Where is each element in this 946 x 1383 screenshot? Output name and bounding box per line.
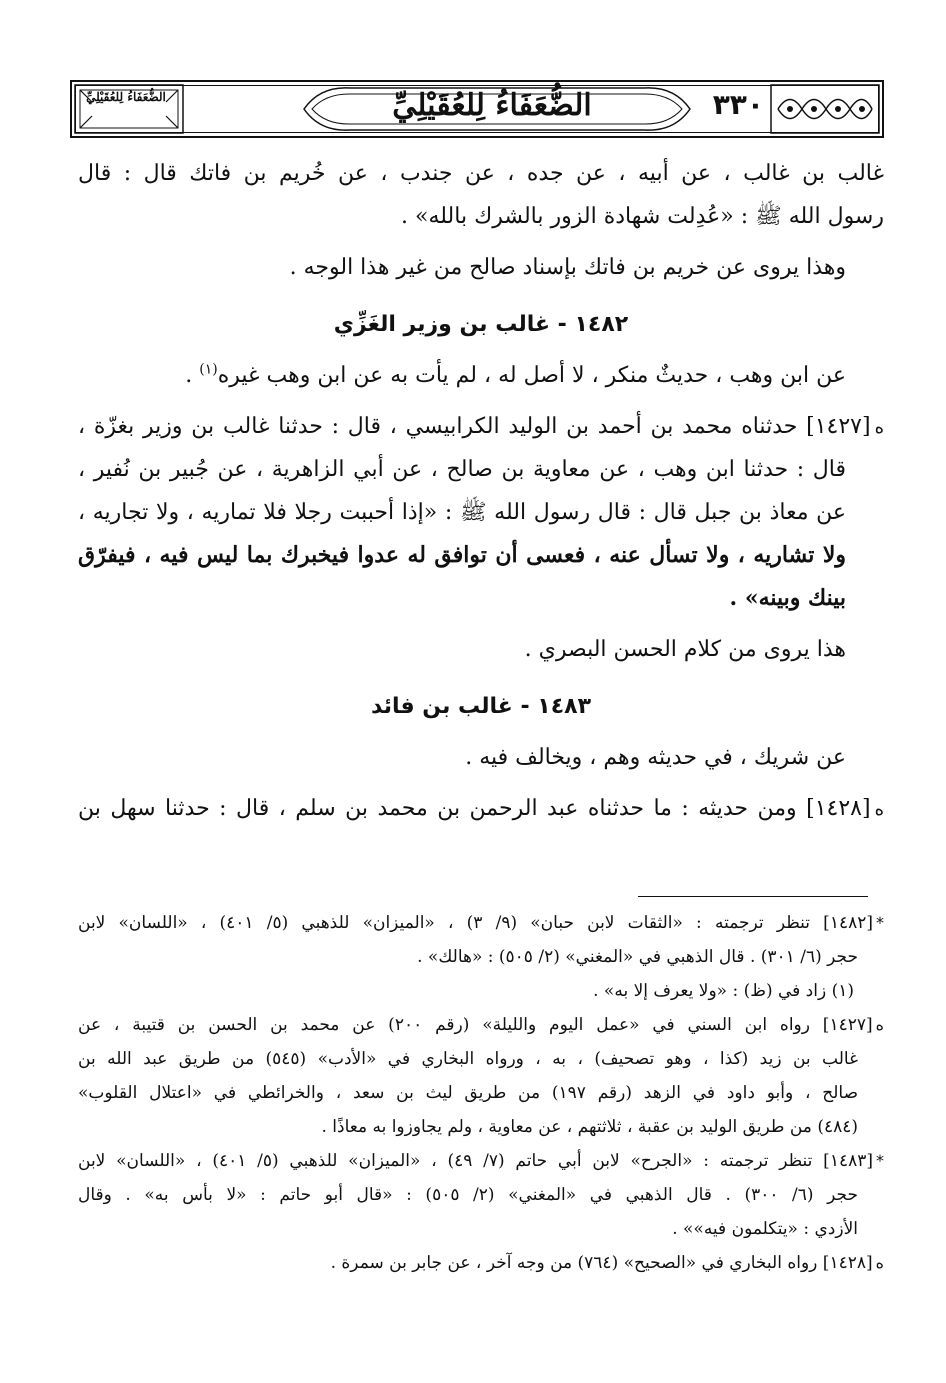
entry-title: ١٤٨٢ - غالب بن وزير الغَزِّي [333,312,629,337]
text-line [78,354,884,397]
text-segment: [١٤٨٣] تنظر ترجمته : «الجرح» لابن أبي حاتم (٧/ ٤٩) ، «الميزان» للذهبي (٥/ ٤٠١) ، «اللسان» لابن [78,1151,873,1171]
text-segment: [١٤٢٨] رواه البخاري في «الصحيح» (٧٦٤) من وجه آخر ، عن جابر بن سمرة . [330,1253,873,1273]
circle-mark-icon: ه [875,1015,884,1034]
page-number: ٣٣٠ [712,88,764,121]
text-line: عن شريك ، في حديثه وهم ، ويخالف فيه . [465,745,846,770]
right-ornament-icon [770,84,880,134]
text-line: وهذا يروى عن خريم بن فاتك بإسناد صالح من غير هذا الوجه . [289,255,846,280]
entry-title: ١٤٨٣ - غالب بن فائد [370,694,592,719]
text-segment: [١٤٢٧] حدثناه محمد بن أحمد بن الوليد الكرابيسي ، قال : حدثنا غالب بن وزير بغزّة ، [78,414,871,439]
circle-mark-icon: ه [874,799,884,820]
footnote-line [78,1144,884,1178]
text-line: عن معاذ بن جبل قال : قال رسول الله ﷺ : «إذا أحببت رجلا فلا تماريه ، ولا تجاريه ، [78,500,846,525]
star-mark-icon: * [875,913,884,932]
page-header [70,80,884,138]
text-line [78,405,884,448]
text-line: ولا تشاريه ، ولا تسأل عنه ، فعسى أن توافق له عدوا فيخبرك بما ليس فيه ، فيفرّق [78,542,846,568]
footnote-line: حجر (٦/ ٣٠٠) . قال الذهبي في «المغني» (٢/ ٥٠٥) : «قال أبو حاتم : «لا بأس به» . وقال [78,1185,858,1205]
circle-mark-icon: ه [874,417,884,438]
entry-heading-1482 [78,303,884,346]
footnote-line: (١) زاد في (ظ) : «ولا يعرف إلا به» . [593,981,854,1001]
footnote-ref: (١) [199,361,218,378]
text-line: هذا يروى من كلام الحسن البصري . [524,637,846,662]
text-segment: [١٤٨٢] تنظر ترجمته : «الثقات لابن حبان» (٩/ ٣) ، «الميزان» للذهبي (٥/ ٤٠١) ، «اللسان» لابن [78,913,873,933]
entry-heading-1483 [78,685,884,728]
footnote-line [78,906,884,940]
text-segment: عن ابن وهب ، حديثٌ منكر ، لا أصل له ، لم يأت به عن ابن وهب غيره [217,363,846,388]
text-line: غالب بن غالب ، عن أبيه ، عن جده ، عن جندب ، عن خُريم بن فاتك قال : قال [78,161,884,186]
text-line [78,787,884,830]
header-badge-text: الضُّعَفَاءُ لِلعُقَيْلِيِّ [86,90,166,104]
footnote-separator [638,896,868,897]
footnote-line: حجر (٦/ ٣٠١) . قال الذهبي في «المغني» (٢/ ٥٠٥) : «هالك» . [417,947,858,967]
text-segment: [١٤٢٨] ومن حديثه : ما حدثناه عبد الرحمن بن محمد بن سلم ، قال : حدثنا سهل بن [78,796,871,821]
main-text [78,152,884,830]
circle-mark-icon: ه [875,1253,884,1272]
text-segment: . [185,363,193,388]
footnote-line: الأزدي : «يتكلمون فيه»» . [672,1219,858,1239]
footnote-line: غالب بن زيد (كذا ، وهو تصحيف) ، به ، ورواه البخاري في «الأدب» (٥٤٥) من طريق عبد الله بن [78,1049,858,1069]
footnotes [78,906,884,1280]
footnote-line: (٤٨٤) من طريق الوليد بن عقبة ، ثلاثتهم ، عن معاوية ، ولم يجاوزوا به معاذًا . [321,1117,858,1137]
text-line: رسول الله ﷺ : «عُدِلت شهادة الزور بالشرك بالله» . [401,204,884,229]
footnote-line: صالح ، وأبو داود في الزهد (رقم ١٩٧) من طريق ليث بن سعد ، والخرائطي في «اعتلال القلوب» [78,1083,858,1103]
running-title: الضُّعَفَاءُ لِلعُقَيْلِيِّ [392,88,592,123]
text-line: بينك وبينه» . [729,585,846,611]
text-segment: [١٤٢٧] رواه ابن السني في «عمل اليوم والليلة» (رقم ٢٠٠) عن محمد بن الحسن بن قتيبة ، عن [78,1015,873,1035]
footnote-line [78,1246,884,1280]
footnote-line [78,1008,884,1042]
text-line: قال : حدثنا ابن وهب ، عن معاوية بن صالح ، عن أبي الزاهرية ، عن جُبير بن نُفير ، [78,457,846,482]
star-mark-icon: * [875,1151,884,1170]
